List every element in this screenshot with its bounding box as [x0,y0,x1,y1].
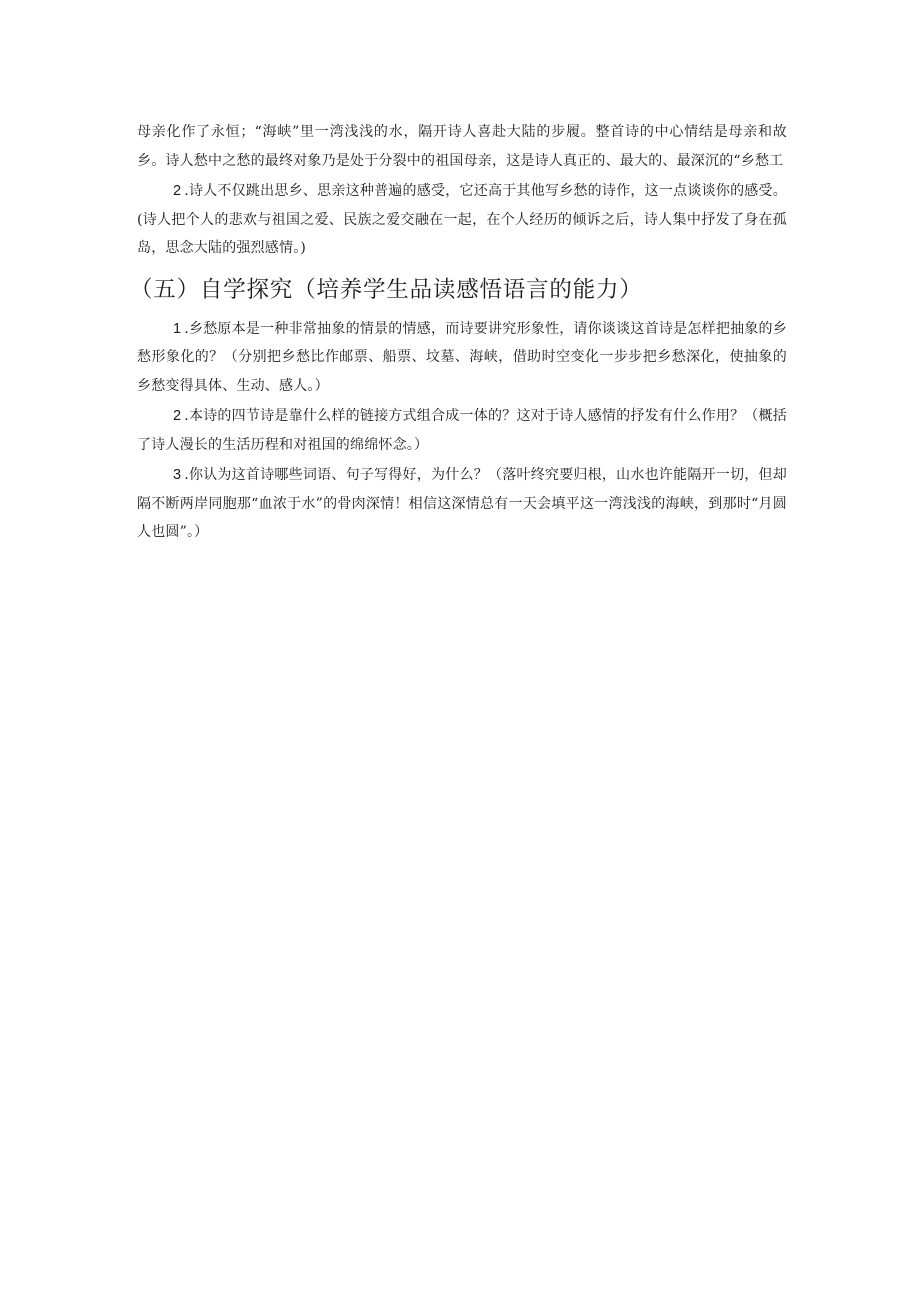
item-number: 2 [173,408,182,424]
list-item-2-top [137,177,787,263]
paragraph-top: 母亲化作了永恒；“海峡”里一湾浅浅的水，隔开诗人喜赴大陆的步履。整首诗的中心情结是母亲和故乡。诗人愁中之愁的最终对象乃是处于分裂中的祖国母亲，这是诗人真正的、最大的、最深沉的“乡愁工 [137,124,787,169]
item-number: 1 [173,320,182,337]
item-text: .诗人不仅跳出思乡、思亲这种普遍的感受，它还高于其他写乡愁的诗作，这一点谈谈你的感受。(诗人把个人的悲欢与祖国之爱、民族之爱交融在一起，在个人经历的倾诉之后，诗人集中抒发了身在孤岛，思念大陆的强烈感情。) [137,183,787,256]
item-text: .本诗的四节诗是靠什么样的链接方式组合成一体的？这对于诗人感情的抒发有什么作用？（概括了诗人漫长的生活历程和对祖国的绵绵怀念。） [137,408,787,453]
item-text: .乡愁原本是一种非常抽象的情景的情感，而诗要讲究形象性，请你谈谈这首诗是怎样把抽象的乡愁形象化的？（分别把乡愁比作邮票、船票、坟墓、海峡，借助时空变化一步步把乡愁深化，使抽象的乡愁变得具体、生动、感人。） [137,320,787,394]
item-number: 2 [173,183,182,199]
section-heading: （五）自学探究（培养学生品读感悟语言的能力） [130,276,643,303]
list-item-2 [137,402,787,459]
item-number: 3 [173,467,182,483]
document-page [130,118,787,547]
list-item-1 [137,315,787,401]
list-item-3 [137,461,787,547]
item-text: .你认为这首诗哪些词语、句子写得好，为什么？（落叶终究要归根，山水也许能隔开一切，但却隔不断两岸同胞那“血浓于水”的骨肉深情！相信这深情总有一天会填平这一湾浅浅的海峡，到那时“月圆人也圆”。） [137,467,787,540]
